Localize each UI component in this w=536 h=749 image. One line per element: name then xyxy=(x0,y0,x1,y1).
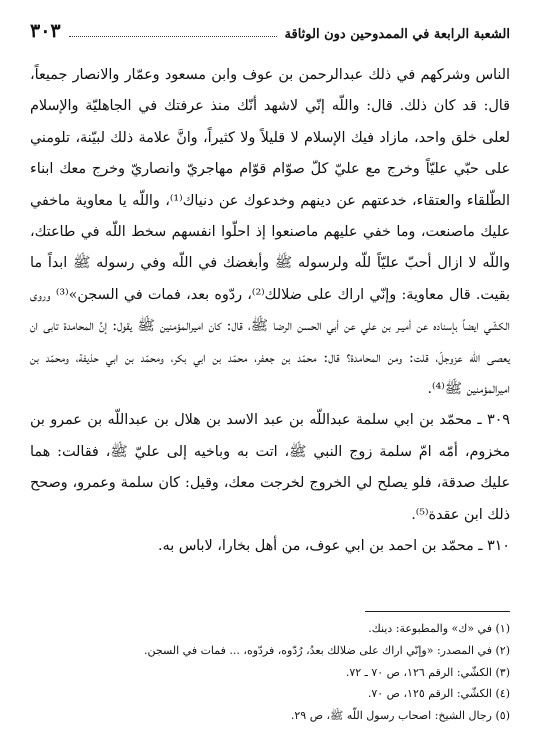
entry-310: ٣١٠ ـ محمّد بن احمد بن ابي عوف، من أهل بخارا، لاباس به. xyxy=(157,538,510,555)
running-title: الشعبة الرابعة في الممدوحين دون الوثاقة xyxy=(284,27,510,42)
page-header xyxy=(30,18,510,42)
footnotes xyxy=(30,618,510,727)
footnote: (٢) في المصدر: «وإنّي اراك على ضلالك بعدُ، رُدّوه، فردّوه، ... فمات في السجن. xyxy=(143,643,510,657)
entry-309: ٣٠٩ ـ محمّد بن ابي سلمة عبداللّه بن عبد الاسد بن هلال بن عبداللّه بن عمرو بن مخزوم، أمّه امّ سلمة زوج النبي ﷺ، اتت به وباخيه إلى عليّ ﷺ، فقالت: هما عليك صدقة، فلو يصلح لي الخروج لخرجت معك، وقيل: كان سلمة وعمرو، وصحح ذلك ابن عقدة⁽⁵⁾. xyxy=(30,412,510,523)
footnote: (٥) رجال الشيخ: اصحاب رسول اللّه ﷺ، ص ٢٩. xyxy=(290,709,510,723)
dotted-leader xyxy=(69,36,277,37)
main-text xyxy=(30,60,510,563)
footnote-separator xyxy=(365,611,510,612)
footnote: (٤) الكشّي: الرقم ١٢٥، ص ٧٠. xyxy=(367,687,510,701)
paragraph: الناس وشركهم في ذلك عبدالرحمن بن عوف وابن مسعود وعمّار والانصار جميعاً، قال: قد كان ذلك. قال: واللّه إنّي لاشهد أنّك منذ عرفتك في الجاهليّة والإسلام لعلى خلق واحد، مازاد فيك الإسلام لا قليلاً ولا كثيراً، وانَّ علامة ذلك لبيّنة، تلومني على حبّي عليّاً وخرج مع عليّ كلّ صوّام قوّام مهاجريّ وانصاريّ وخرج معك ابناء الطّلقاء والعتقاء، خدعتهم عن دينهم وخدعوك عن دنياك⁽¹⁾، واللّه يا معاوية ماخفي عليك ماصنعت، وما خفي عليهم ماصنعوا إذ احلّوا انفسهم سخط اللّه في طاعتك، واللّه لا ازال أحبّ عليّاً للّه ولرسوله ﷺ وأبغضك في اللّه وفي رسوله ﷺ ابداً ما بقيت. قال معاوية: وإنّي اراك على ضلالك⁽²⁾، ردّوه بعد، فمات في السجن»⁽³⁾ وروى الكشّي ايضاً بإسناده عن أميـر بن علي عن أبي الحسن الرضا ﷺ، قال: كان اميرالمؤمنين ﷺ يقول: إنَّ المحامدة تابى ان يعصى اللّه عزوجلّ، قلت: ومن المحامدة؟ قال: محمّد بن جعفر، محمّد بن ابي بكر، ومحمّد بن ابي حذيفة، ومحمّد بن اميرالمؤمنين ﷺ⁽⁴⁾. xyxy=(30,67,510,398)
footnote: (٣) الكشّي: الرقم ١٢٦، ص ٧٠ ـ ٧٢. xyxy=(345,665,510,679)
page-number: ٣٠٣ xyxy=(30,20,61,42)
footnote: (١) في «ك» والمطبوعة: دينك. xyxy=(368,622,510,635)
